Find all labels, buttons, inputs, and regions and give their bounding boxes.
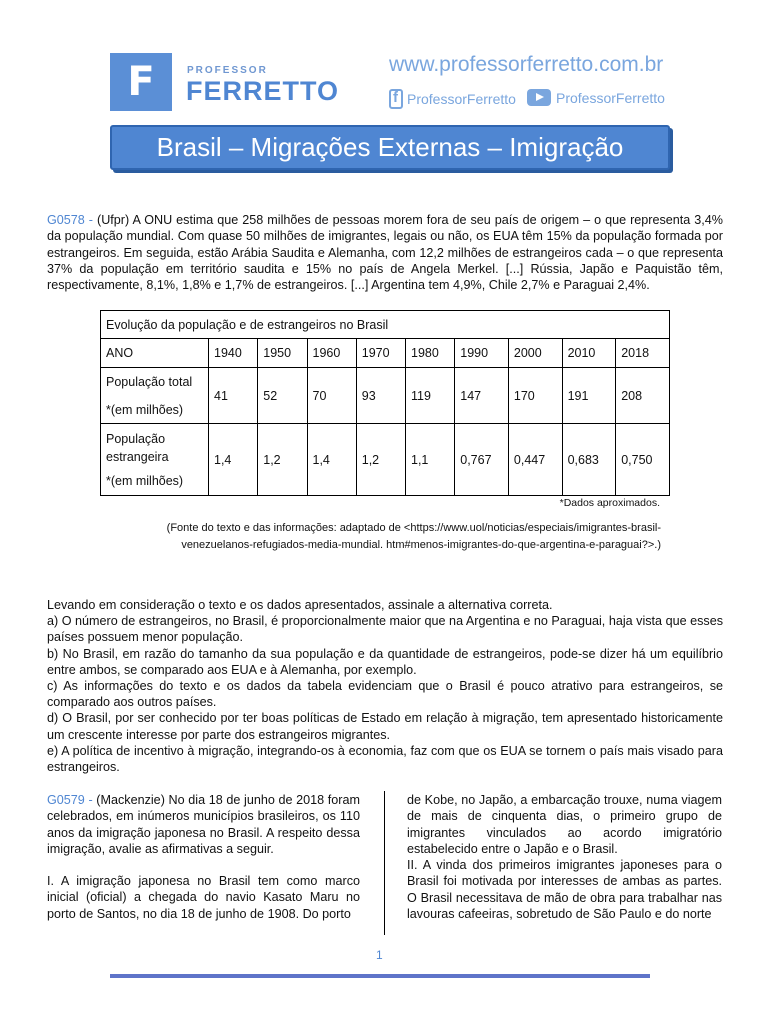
facebook-handle: ProfessorFerretto [407, 91, 516, 107]
question-body: (Mackenzie) No dia 18 de junho de 2018 foram celebrados, em inúmeros municípios brasileiros, os 110 anos da imigração japonesa no Brasil. A respeito dessa imigração, avalie as afirmativas a seguir. [47, 793, 360, 856]
value-cell: 70 [307, 368, 356, 424]
source-citation [116, 520, 661, 554]
year-cell: 1980 [406, 339, 455, 368]
brand-professor: PROFESSOR [187, 65, 268, 76]
header-label: ANO [101, 339, 209, 368]
value-cell: 41 [209, 368, 258, 424]
year-cell: 2018 [616, 339, 670, 368]
youtube-handle: ProfessorFerretto [556, 89, 665, 106]
brand-ferretto: FERRETTO [186, 76, 340, 106]
question-code: G0579 - [47, 793, 93, 807]
column-divider [384, 791, 385, 935]
statement-ii: II. A vinda dos primeiros imigrantes japoneses para o Brasil foi motivada por interesses de ambas as partes. O Brasil necessitava de mão de obra para trabalhar nas lavouras cafeeiras, sobretudo de São Paulo e do norte [407, 858, 722, 922]
row-label [101, 424, 209, 496]
statement-i-end: de Kobe, no Japão, a embarcação trouxe, numa viagem de mais de cinquenta dias, o primeiro grupo de imigrantes vinculados ao acordo imigratório estabelecido entre o Japão e o Brasil. [407, 793, 722, 856]
question-g0578-text [47, 212, 723, 293]
value-cell: 1,4 [307, 424, 356, 496]
title-banner [110, 125, 670, 170]
table-row [101, 368, 670, 424]
value-cell: 1,2 [258, 424, 307, 496]
youtube-icon [527, 89, 551, 106]
value-cell: 147 [455, 368, 509, 424]
question-g0579-intro [47, 792, 360, 857]
statement-i-start: I. A imigração japonesa no Brasil tem como marco inicial (oficial) a chegada do navio Kasato Maru no porto de Santos, no dia 18 de junho de 1908. Do porto [47, 874, 360, 921]
value-cell: 119 [406, 368, 455, 424]
table-row [101, 424, 670, 496]
table-note: *Dados aproximados. [559, 497, 660, 509]
year-cell: 2000 [508, 339, 562, 368]
logo-letter: F [127, 59, 155, 105]
question-g0579-right-column [407, 792, 722, 922]
footer-divider [110, 974, 650, 978]
table-header-row [101, 339, 670, 368]
question-body: (Ufpr) A ONU estima que 258 milhões de pessoas morem fora de seu país de origem – o que representa 3,4% da população mundial. Com quase 50 milhões de imigrantes, legais ou não, os EUA têm 15% da população formada por estrangeiros. Em seguida, estão Arábia Saudita e Alemanha, com 12,2 milhões de estrangeiros cada – o que representa 37% da população em território saudita e 15% no país de Angela Merkel. [...] Rússia, Japão e Paquistão têm, respectivamente, 8,1%, 1,8% e 1,7% de estrangeiros. [...] Argentina tem 4,9%, Chile 2,7% e Paraguai 2,4%. [47, 213, 723, 293]
youtube-link[interactable] [527, 89, 665, 106]
row-label-line: *(em milhões) [106, 402, 184, 417]
question-g0579-left-column [47, 792, 360, 922]
value-cell: 0,767 [455, 424, 509, 496]
page-title: Brasil – Migrações Externas – Imigração [156, 132, 624, 162]
option-e: e) A política de incentivo à migração, integrando-os à economia, faz com que os EUA se tornem o país mais visado para estrangeiros. [47, 743, 723, 775]
value-cell: 170 [508, 368, 562, 424]
value-cell: 1,4 [209, 424, 258, 496]
question-code: G0578 - [47, 213, 94, 227]
option-b: b) No Brasil, em razão do tamanho da sua população e da quantidade de estrangeiros, pode-se dizer há um equilíbrio entre ambos, se comparado aos EUA e à Alemanha, por exemplo. [47, 646, 723, 677]
question-prompt: Levando em consideração o texto e os dados apresentados, assinale a alternativa correta. [47, 598, 553, 612]
value-cell: 1,1 [406, 424, 455, 496]
value-cell: 0,750 [616, 424, 670, 496]
option-d: d) O Brasil, por ser conhecido por ter boas políticas de Estado em relação à migração, tem apresentado historicamente um crescente interesse por parte dos estrangeiros migrantes. [47, 711, 723, 742]
source-line: venezuelanos-refugiados-media-mundial. htm#menos-imigrantes-do-que-argentina-e-paraguai?>.) [181, 539, 661, 551]
source-line: (Fonte do texto e das informações: adaptado de <https://www.uol/noticias/especiais/imigrantes-brasil- [166, 522, 661, 534]
value-cell: 208 [616, 368, 670, 424]
facebook-link[interactable] [389, 89, 516, 109]
row-label-line: População [106, 431, 166, 446]
year-cell: 2010 [562, 339, 616, 368]
value-cell: 0,683 [562, 424, 616, 496]
population-table [100, 310, 670, 496]
option-a: a) O número de estrangeiros, no Brasil, é proporcionalmente maior que na Argentina e no Paraguai, haja vista que esses países possuem menor população. [47, 614, 723, 645]
option-c: c) As informações do texto e os dados da tabela evidenciam que o Brasil é pouco atrativo para estrangeiros, se comparado aos outros países. [47, 679, 723, 710]
value-cell: 191 [562, 368, 616, 424]
year-cell: 1940 [209, 339, 258, 368]
row-label-line: *(em milhões) [106, 473, 184, 488]
year-cell: 1970 [356, 339, 405, 368]
logo-mark [110, 53, 172, 111]
website-link[interactable]: www.professorferretto.com.br [389, 53, 664, 76]
row-label-line: População total [106, 374, 193, 389]
value-cell: 93 [356, 368, 405, 424]
value-cell: 0,447 [508, 424, 562, 496]
value-cell: 52 [258, 368, 307, 424]
row-label [101, 368, 209, 424]
row-label-line: estrangeira [106, 449, 169, 464]
table-caption: Evolução da população e de estrangeiros no Brasil [101, 311, 670, 339]
page-number: 1 [376, 948, 383, 962]
question-g0578-options [47, 597, 723, 775]
value-cell: 1,2 [356, 424, 405, 496]
year-cell: 1950 [258, 339, 307, 368]
year-cell: 1960 [307, 339, 356, 368]
facebook-icon [389, 89, 403, 109]
year-cell: 1990 [455, 339, 509, 368]
